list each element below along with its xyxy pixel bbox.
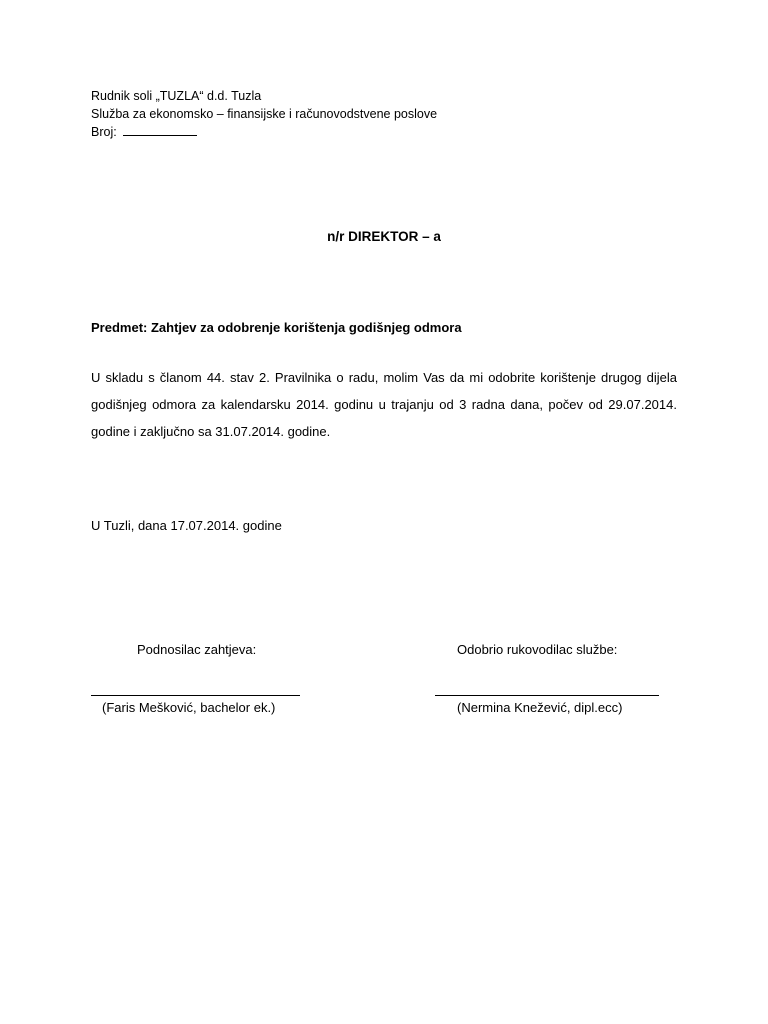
- letterhead: [91, 87, 437, 141]
- document-number-row: [91, 123, 437, 141]
- approver-name: (Nermina Knežević, dipl.ecc): [457, 700, 623, 715]
- request-body: U skladu s članom 44. stav 2. Pravilnika o radu, molim Vas da mi odobrite korištenje drugog dijela godišnjeg odmora za kalendarsku 2014. godinu u trajanju od 3 radna dana, počev od 29.07.2014. godine i zaključno sa 31.07.2014. godine.: [91, 370, 677, 439]
- applicant-signature-line: [91, 695, 300, 696]
- approver-signature-line: [435, 695, 659, 696]
- approver-label: Odobrio rukovodilac službe:: [457, 642, 618, 657]
- document-number-blank: [123, 123, 197, 136]
- subject-line: Predmet: Zahtjev za odobrenje korištenja godišnjeg odmora: [91, 320, 462, 335]
- department-name: Služba za ekonomsko – finansijske i računovodstvene poslove: [91, 107, 438, 121]
- document-number-label: Broj:: [91, 125, 117, 139]
- applicant-label: Podnosilac zahtjeva:: [137, 642, 257, 657]
- addressee: n/r DIREKTOR – a: [327, 229, 441, 244]
- applicant-name: (Faris Mešković, bachelor ek.): [102, 700, 276, 715]
- company-name: Rudnik soli „TUZLA“ d.d. Tuzla: [91, 89, 262, 103]
- place-and-date: U Tuzli, dana 17.07.2014. godine: [91, 518, 282, 533]
